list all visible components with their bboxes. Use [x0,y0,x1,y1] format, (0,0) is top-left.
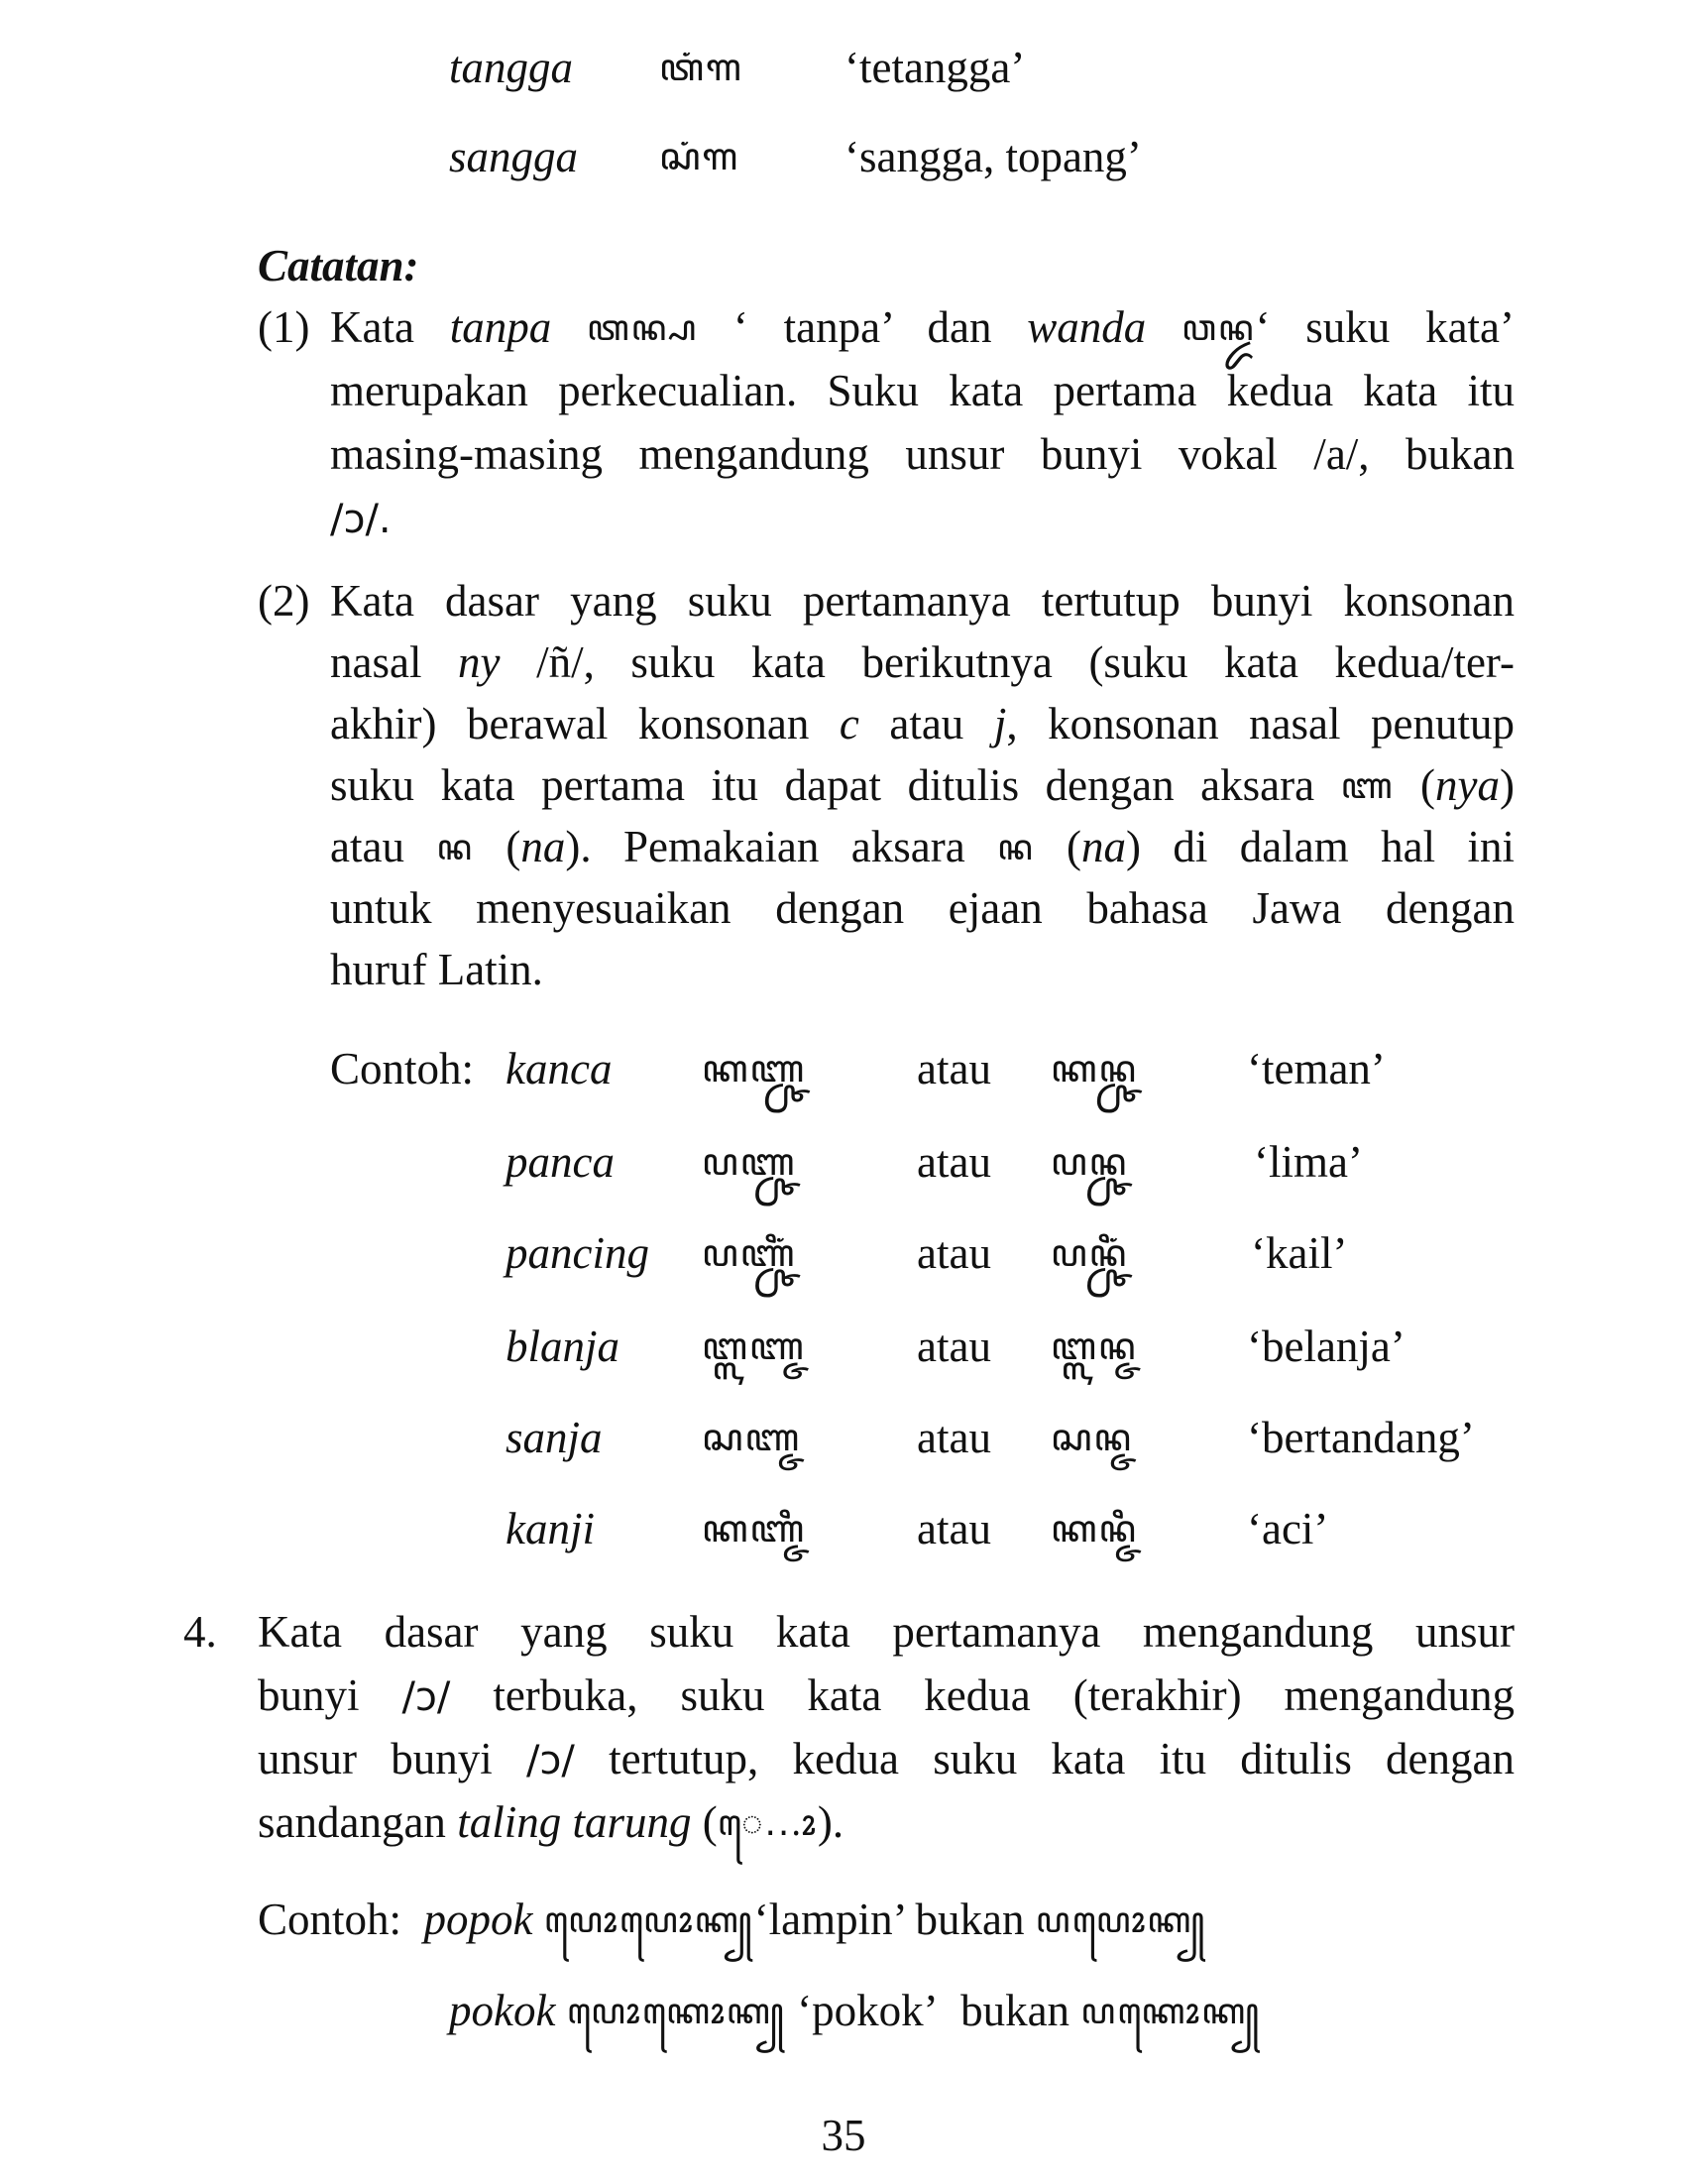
javanese-script: ꦚ [1340,766,1395,807]
javanese-script: ꦏꦤ꧀ꦕ [1051,1047,1138,1091]
contoh-atau: atau [917,1504,991,1553]
javanese-script: ꦥꦺꦴꦥꦺꦴꦏ꧀ [543,1900,754,1941]
contoh-row: Contoh: popok ꦥꦺꦴꦥꦺꦴꦏ꧀‘lampin’ bukan ꦥꦥꦺꦴꦏ꧀ [258,1890,1206,1953]
note-line: /ɔ/. [330,497,392,542]
note-line: akhir) berawal konsonan c atau j, konsonan nasal penutup [330,699,1516,748]
javanese-script: ꦱꦁꦒ [659,135,739,178]
page-number: 35 [821,2111,866,2160]
javanese-script: ꦧ꧀ꦭꦤ꧀ꦗ [1051,1324,1138,1368]
contoh-word: sanja [506,1413,603,1462]
item-line: sandangan taling tarung (ꦺ...ꦴ). [258,1792,844,1856]
javanese-script: ꦺ...ꦴ [717,1803,818,1844]
javanese-script: ꦥꦥꦺꦴꦏ꧀ [1035,1900,1207,1941]
example-gloss: ‘tetangga’ [844,43,1026,92]
javanese-script: ꦱꦤ꧀ꦗ [1051,1416,1133,1459]
javanese-script: ꦥꦤ꧀ꦕꦶꦁ [1051,1231,1129,1275]
contoh-word: kanca [506,1044,613,1093]
contoh-word: blanja [506,1322,620,1371]
contoh-word: pancing [506,1228,649,1278]
note-line: huruf Latin. [330,945,543,994]
javanese-script: ꦠꦤ꧀ꦥ [587,308,699,349]
javanese-script: ꦏꦚ꧀ꦗꦶ [702,1507,807,1551]
note-line: nasal ny /ñ/, suku kata berikutnya (suku kata kedua/ter- [330,637,1516,687]
javanese-script: ꦥꦤ꧀ꦕ [1051,1140,1129,1184]
example-word: sangga [449,132,579,181]
contoh-gloss: ‘belanja’ [1247,1322,1406,1371]
note-number: (1) [258,302,310,352]
note-number: (2) [258,576,310,626]
contoh-label: Contoh: [330,1044,475,1093]
note-line: suku kata pertama itu dapat ditulis dengan aksara ꦚ (nya) [330,755,1515,819]
contoh-gloss: ‘bertandang’ [1247,1413,1475,1462]
note-line: atau ꦤ (na). Pemakaian aksara ꦤ (na) di dalam hal ini [330,817,1515,880]
contoh-gloss: ‘kail’ [1251,1228,1348,1278]
contoh-atau: atau [917,1137,991,1187]
note-line: Kata dasar yang suku pertamanya tertutup bunyi konsonan [330,576,1515,626]
contoh-word: kanji [506,1504,595,1553]
contoh-gloss: ‘aci’ [1247,1504,1329,1553]
contoh-word: panca [506,1137,615,1187]
javanese-script: ꦠꦁꦒ [659,46,743,89]
item-number: 4. [183,1607,217,1657]
note-line: Kata tanpa ꦠꦤ꧀ꦥ ‘ tanpa’ dan wanda ꦮꦤ꧀ꦢ‘ suku kata’ [330,297,1515,361]
javanese-script: ꦤ [436,828,474,868]
javanese-script: ꦧ꧀ꦭꦚ꧀ꦗ [702,1324,806,1368]
contoh-gloss: ‘lima’ [1254,1137,1363,1187]
item-line: unsur bunyi /ɔ/ tertutup, kedua suku kata itu ditulis dengan [258,1734,1515,1783]
javanese-script: ꦥꦚ꧀ꦕ [702,1140,797,1184]
javanese-script: ꦱꦚ꧀ꦗ [702,1416,802,1459]
item-line: Kata dasar yang suku kata pertamanya mengandung unsur [258,1607,1515,1657]
javanese-script: ꦥꦺꦴꦏꦺꦴꦏ꧀ [566,1992,786,2032]
javanese-script: ꦮꦤ꧀ꦢ [1181,308,1256,349]
contoh-atau: atau [917,1322,991,1371]
contoh-gloss: ‘teman’ [1247,1044,1386,1093]
note-line: masing-masing mengandung unsur bunyi vokal /a/, bukan [330,429,1515,479]
javanese-script: ꦥꦏꦺꦴꦏ꧀ [1080,1992,1262,2032]
note-line: merupakan perkecualian. Suku kata pertama kedua kata itu [330,366,1515,415]
catatan-heading: Catatan: [258,241,419,290]
contoh-row: pokok ꦥꦺꦴꦏꦺꦴꦏ꧀ ‘pokok’ bukan ꦥꦏꦺꦴꦏ꧀ [449,1981,1261,2044]
javanese-script: ꦏꦤ꧀ꦗꦶ [1051,1507,1138,1551]
item-line: bunyi /ɔ/ terbuka, suku kata kedua (terakhir) mengandung [258,1670,1515,1720]
javanese-script: ꦤ [997,828,1035,868]
example-word: tangga [449,43,574,92]
javanese-script: ꦏꦚ꧀ꦕ [702,1047,807,1091]
javanese-script: ꦥꦚ꧀ꦕꦶꦁ [702,1231,797,1275]
example-gloss: ‘sangga, topang’ [844,132,1142,181]
contoh-atau: atau [917,1228,991,1278]
contoh-atau: atau [917,1413,991,1462]
contoh-atau: atau [917,1044,991,1093]
note-line: untuk menyesuaikan dengan ejaan bahasa Jawa dengan [330,883,1515,933]
